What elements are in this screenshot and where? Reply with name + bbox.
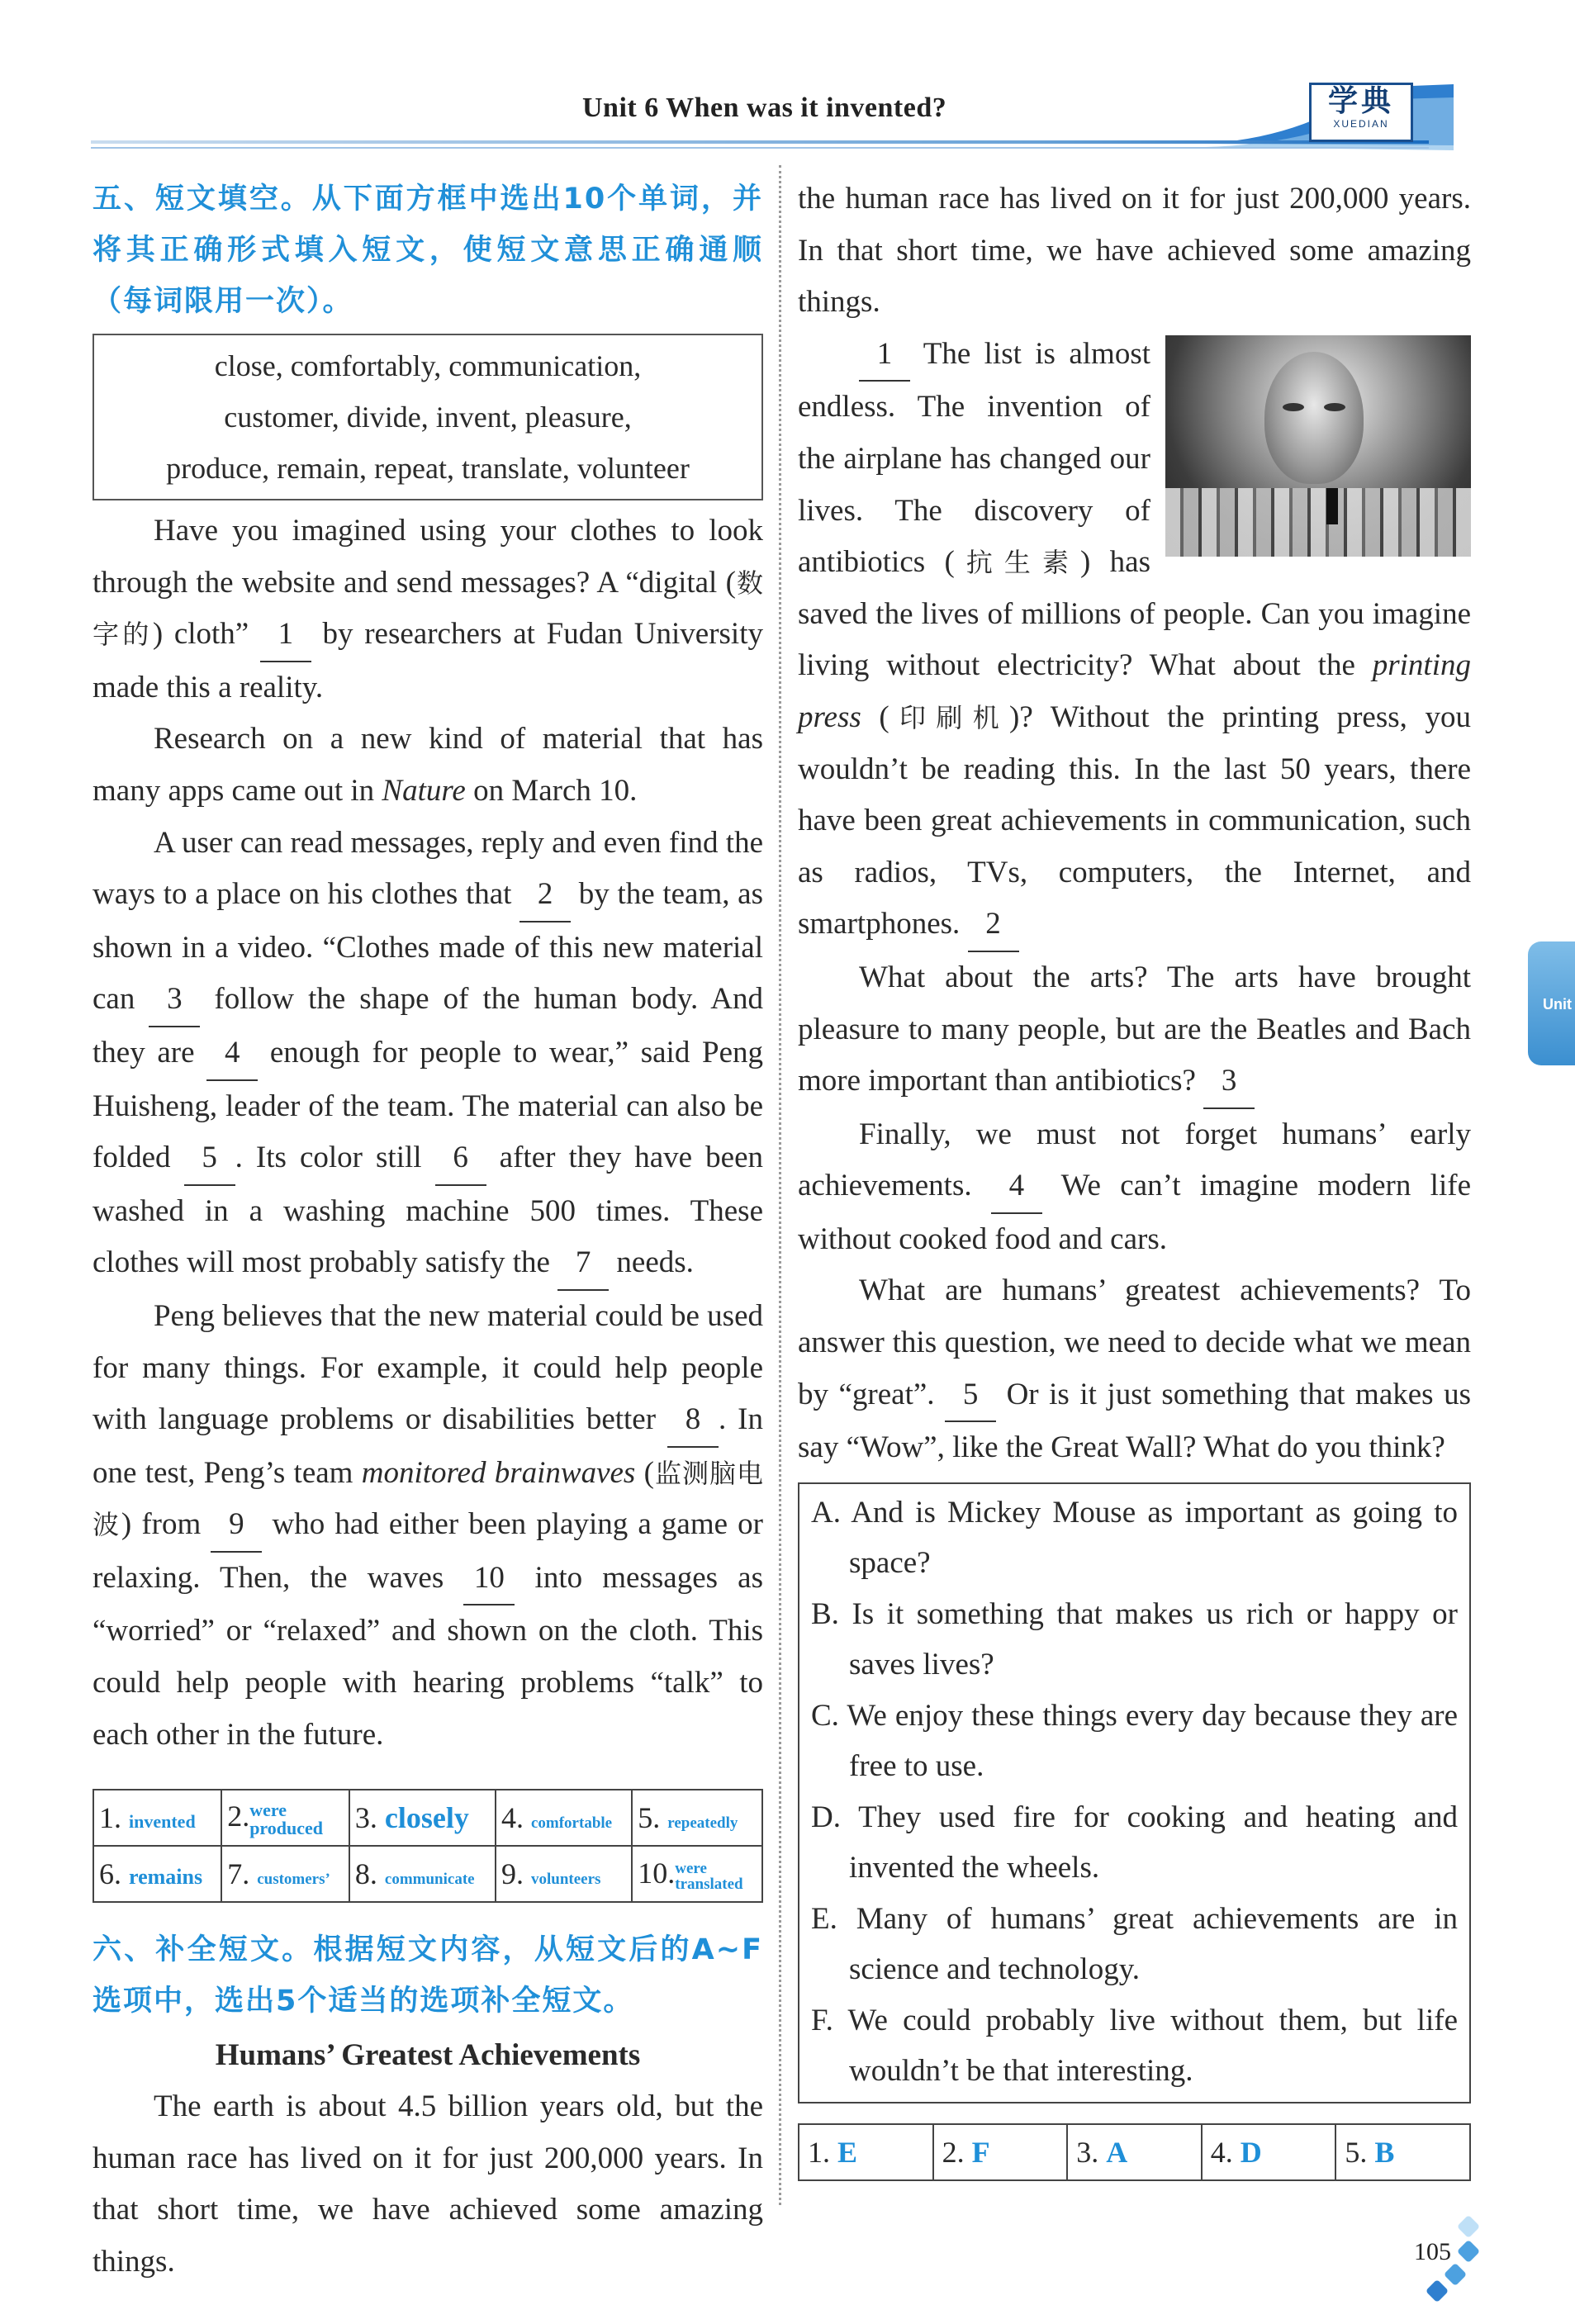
answer-cell: 3. closely (349, 1790, 496, 1846)
option-d: D. They used fire for cooking and heating and invented the wheels. (811, 1800, 1458, 1885)
ai-face-photo (1165, 335, 1471, 557)
option-c: C. We enjoy these things every day because they are free to use. (811, 1698, 1458, 1784)
answer-cell: 4. comfortable (496, 1790, 632, 1846)
column-divider (779, 165, 781, 2205)
passage2-paragraph-4: Finally, we must not forget humans’ early achievements. 4 We can’t imagine modern life without cooked food and cars. (798, 1117, 1471, 1256)
blank-6[interactable]: 6 (435, 1132, 486, 1186)
left-column (93, 173, 763, 2279)
answer-cell: 3. A (1067, 2124, 1202, 2180)
answer-cell: 6. remains (93, 1846, 221, 1902)
section6-instruction: 六、补全短文。根据短文内容，从短文后的A~F选项中，选出5个适当的选项补全短文。 (93, 1933, 763, 2018)
hexagon-decoration (1444, 2263, 1467, 2286)
blank-5[interactable]: 5 (184, 1132, 235, 1186)
blank-2[interactable]: 2 (519, 869, 571, 922)
word-box-line: close, comfortably, communication, (214, 349, 642, 382)
passage2-paragraph-1-continued: the human race has lived on it for just 200,000 years. In that short time, we have achieved some amazing things. (798, 182, 1471, 320)
unit-side-tab: Unit (1528, 941, 1575, 1065)
answer-cell: 5. repeatedly (632, 1790, 762, 1846)
answer-cell: 2. F (933, 2124, 1068, 2180)
blank-1[interactable]: 1 (260, 609, 311, 662)
xuedian-logo: 学典 XUEDIAN (1309, 83, 1413, 142)
blank-10[interactable]: 10 (463, 1553, 515, 1606)
answer-cell: 4. D (1202, 2124, 1336, 2180)
passage2-paragraph-5: What are humans’ greatest achievements? To answer this question, we need to decide what we mean by “great”. 5 Or is it just something that makes us say “Wow”, like the Great Wall? What do you think? (798, 1273, 1471, 1465)
blank-b1[interactable]: 1 (859, 329, 910, 382)
hexagon-decoration (1457, 2240, 1480, 2263)
word-box-line: produce, remain, repeat, translate, volunteer (166, 452, 690, 485)
blank-b5[interactable]: 5 (945, 1369, 996, 1423)
article-title: Humans’ Greatest Achievements (215, 2038, 641, 2073)
blank-8[interactable]: 8 (667, 1394, 719, 1448)
answer-cell: 10.were translated (632, 1846, 762, 1902)
answer-cell: 5. B (1335, 2124, 1470, 2180)
answer-cell: 2.were produced (221, 1790, 349, 1846)
page-number: 105 (1414, 2238, 1451, 2265)
passage1-paragraph-4: Peng believes that the new material could be used for many things. For example, it could help people with language problems or disabilities better 8 . In one test, Peng’s team monitored brainwaves (监测脑电波) from 9 who had either been playing a game or relaxing. Then, the waves 10 into messages as “worried” or “relaxed” and shown on the cloth. This could help people with hearing problems “talk” to each other in the future. (93, 1298, 763, 1752)
option-b: B. Is it something that makes us rich or happy or saves lives? (811, 1596, 1458, 1682)
passage2-paragraph-3: What about the arts? The arts have brought pleasure to many people, but are the Beatles and Bach more important than antibiotics? 3 (798, 952, 1471, 1109)
answer-cell: 7. customers’ (221, 1846, 349, 1902)
passage2-paragraph-2: 1 The list is almost endless. The invention of the airplane has changed our lives. The discovery of antibiotics (抗生素) has saved the lives of millions of people. Can you imagine living without electricity? What about the printing press (印刷机)? Without the printing press, you wouldn’t be reading this. In the last 50 years, there have been great achievements in communication, such as radios, TVs, computers, the Internet, and smartphones. 2 (798, 329, 1471, 952)
blank-b2[interactable]: 2 (968, 899, 1019, 952)
word-box-line: customer, divide, invent, pleasure, (224, 401, 632, 434)
answer-cell: 9. volunteers (496, 1846, 632, 1902)
option-a: A. And is Mickey Mouse as important as going to space? (811, 1495, 1458, 1581)
section5-instruction: 五、短文填空。从下面方框中选出10个单词，并将其正确形式填入短文，使短文意思正确通顺（每词限用一次）。 (93, 183, 763, 318)
unit-title: Unit 6 When was it invented? (582, 92, 947, 123)
option-f: F. We could probably live without them, but life wouldn’t be that interesting. (811, 2003, 1458, 2089)
section6-answer-table (798, 2123, 1471, 2181)
option-e: E. Many of humans’ great achievements are in science and technology. (811, 1901, 1458, 1987)
answer-cell: 1. invented (93, 1790, 221, 1846)
header-rule-thin (91, 147, 1429, 149)
section5-answer-table (93, 1789, 763, 1903)
passage1-paragraph-1: Have you imagined using your clothes to look through the website and send messages? A “digital (数字的) cloth” 1 by researchers at Fudan University made this a reality. (93, 514, 763, 704)
answer-cell: 8. communicate (349, 1846, 496, 1902)
hexagon-decoration (1426, 2279, 1449, 2303)
passage2-paragraph-1: The earth is about 4.5 billion years old, but the human race has lived on it for just 200,000 years. In that short time, we have achieved some amazing things. (93, 2089, 763, 2279)
blank-b4[interactable]: 4 (991, 1160, 1042, 1214)
blank-3[interactable]: 3 (149, 974, 200, 1027)
word-box (93, 334, 763, 500)
options-box (798, 1482, 1471, 2103)
passage1-paragraph-2: Research on a new kind of material that has many apps came out in Nature on March 10. (93, 722, 763, 808)
hexagon-decoration (1457, 2215, 1480, 2238)
passage1-paragraph-3: A user can read messages, reply and even find the ways to a place on his clothes that 2 by the team, as shown in a video. “Clothes made of this new material can 3 follow the shape of the human body. And they are 4 enough for people to wear,” said Peng Huisheng, leader of the team. The material can also be folded 5 . Its color still 6 after they have been washed in a washing machine 500 times. These clothes will most probably satisfy the 7 needs. (93, 818, 763, 1291)
header-rule (91, 140, 1429, 144)
blank-b3[interactable]: 3 (1203, 1055, 1255, 1109)
blank-4[interactable]: 4 (206, 1027, 258, 1081)
answer-cell: 1. E (799, 2124, 933, 2180)
blank-7[interactable]: 7 (557, 1237, 609, 1291)
blank-9[interactable]: 9 (211, 1499, 262, 1553)
right-column (798, 173, 1471, 2181)
